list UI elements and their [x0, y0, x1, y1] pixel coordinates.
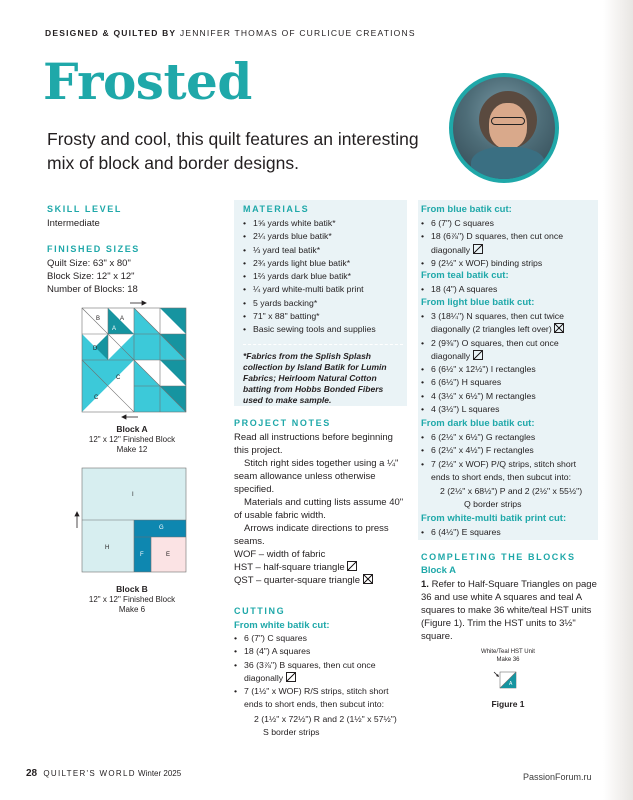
figure-1-header: White/Teal HST Unit Make 36 [481, 649, 535, 663]
finished-sizes-heading: FINISHED SIZES [47, 244, 140, 254]
block-a-label-a1: A [120, 316, 125, 322]
cutting-heading: CUTTING [234, 606, 286, 616]
skill-level-value: Intermediate [47, 218, 100, 229]
designer-credit: DESIGNED & QUILTED BY JENNIFER THOMAS OF CURLICUE CREATIONS [45, 28, 416, 38]
completing-heading: COMPLETING THE BLOCKS [421, 552, 576, 562]
step-1: 1. Refer to Half-Square Triangles on page 36 and use white A squares and teal A squares to make 36 white/teal HST units (Figure 1). Trim the HST units to 3½" square. [421, 579, 597, 642]
cut-darkblue-sub1: 2 (2½" x 68½") P and 2 (2½" x 55½") [440, 486, 583, 496]
materials-item: • 2¼ yards blue batik* [243, 230, 405, 243]
block-b-label-h: H [105, 545, 110, 551]
page-edge-shadow [603, 0, 633, 800]
cut-item: • 4 (3½" x 6½") M rectangles [421, 390, 596, 403]
materials-note: *Fabrics from the Splish Splash collection by Island Batik for Lumin Fabrics; Heirloom Natural Cotton batting from Hobbs Bonded Fibers used to make sample. [243, 351, 387, 405]
block-a-label-d: D [93, 346, 98, 352]
cut-item: • 2 (9⅜") O squares, then cut once diagonally [421, 337, 596, 364]
project-notes-heading: PROJECT NOTES [234, 418, 331, 428]
materials-item: • Basic sewing tools and supplies [243, 323, 405, 336]
block-a-label-c1: C [116, 375, 121, 381]
cut-item: • 6 (4½") E squares [421, 526, 596, 539]
materials-list [243, 217, 405, 337]
block-a-label-a2: A [112, 326, 117, 332]
cut-whitemulti-heading: From white-multi batik print cut: [421, 513, 567, 524]
block-size: Block Size: 12" x 12" [47, 271, 135, 282]
cut-item: • 6 (2½" x 6½") G rectangles [421, 431, 596, 444]
materials-item: • 1⅔ yards dark blue batik* [243, 270, 405, 283]
block-b-label-e: E [166, 552, 171, 558]
cut-item: • 6 (6½") H squares [421, 376, 596, 389]
cut-blue-list [421, 217, 596, 270]
watermark: PassionForum.ru [523, 772, 592, 782]
cut-whitemulti-list [421, 526, 596, 539]
block-b-diagram [74, 462, 194, 582]
cut-item: • 18 (4") A squares [234, 645, 406, 658]
block-b-label-g: G [159, 525, 164, 531]
figure-1-label-a: A [509, 681, 513, 687]
number-of-blocks: Number of Blocks: 18 [47, 284, 138, 295]
cut-item: • 6 (7") C squares [234, 632, 406, 645]
block-a-label-b: B [96, 316, 101, 322]
figure-1-hst-unit [492, 668, 522, 694]
cut-darkblue-heading: From dark blue batik cut: [421, 418, 535, 429]
block-b-label-f: F [140, 552, 144, 558]
materials-divider [243, 344, 403, 345]
materials-item: • ¼ yard white-multi batik print [243, 283, 405, 296]
block-a-caption: Block A 12" x 12" Finished Block Make 12 [88, 424, 176, 454]
cut-item: • 4 (3½") L squares [421, 403, 596, 416]
block-b-caption: Block B 12" x 12" Finished Block Make 6 [88, 584, 176, 614]
materials-item: • 1⅝ yards white batik* [243, 217, 405, 230]
cut-blue-heading: From blue batik cut: [421, 204, 512, 215]
cut-lightblue-heading: From light blue batik cut: [421, 297, 535, 308]
cut-item: • 18 (6⅞") D squares, then cut once diagonally [421, 230, 596, 257]
skill-level-heading: SKILL LEVEL [47, 204, 122, 214]
cut-white-heading: From white batik cut: [234, 620, 330, 631]
cut-teal-heading: From teal batik cut: [421, 270, 509, 281]
cut-diagonal-icon [473, 244, 483, 254]
page-footer: 28 QUILTER'S WORLD Winter 2025 [26, 768, 182, 779]
lead-paragraph: Frosty and cool, this quilt features an interesting mix of block and border designs. [47, 129, 419, 173]
quilt-size: Quilt Size: 63" x 80" [47, 258, 131, 269]
cut-white-sub1: 2 (1½" x 72½") R and 2 (1½" x 57½") [254, 714, 397, 724]
block-a-label-c2: C [94, 395, 99, 401]
cut-item: • 18 (4") A squares [421, 283, 596, 296]
cut-item: • 9 (2½" x WOF) binding strips [421, 257, 596, 270]
block-a-diagram [74, 300, 194, 420]
cut-lightblue-list [421, 310, 596, 416]
cut-item: • 7 (1½" x WOF) R/S strips, stitch short ends to short ends, then subcut into: [234, 685, 406, 712]
pattern-title: Frosted [43, 52, 252, 111]
materials-item: • 5 yards backing* [243, 297, 405, 310]
cut-item: • 6 (6½" x 12½") I rectangles [421, 363, 596, 376]
cut-item: • 6 (7") C squares [421, 217, 596, 230]
project-notes-text: Read all instructions before beginning this project. Stitch right sides together using a ¼" seam allowance unless otherwise specified. Materials and cutting lists assume 40" of usable fabric width. Arrows indicate directions to press seams. WOF – width of fabric HST – half-square triangle QST – quarter-square triangle [234, 432, 404, 586]
cut-darkblue-list [421, 431, 596, 484]
hst-icon [347, 561, 357, 571]
cut-item: • 3 (18¼") N squares, then cut twice diagonally (2 triangles left over) [421, 310, 596, 337]
designer-photo [449, 73, 559, 183]
materials-item: • 2¾ yards light blue batik* [243, 257, 405, 270]
cut-twice-diagonal-icon [554, 323, 564, 333]
figure-1-caption: Figure 1 [491, 699, 525, 709]
cut-diagonal-icon [286, 672, 296, 682]
qst-icon [363, 574, 373, 584]
cut-teal-list [421, 283, 596, 296]
cut-item: • 6 (2½" x 4½") F rectangles [421, 444, 596, 457]
cut-white-list [234, 632, 406, 712]
cut-diagonal-icon [473, 350, 483, 360]
block-a-subheading: Block A [421, 565, 457, 576]
cut-white-sub2: S border strips [263, 727, 320, 737]
materials-item: • 71" x 88" batting* [243, 310, 405, 323]
materials-item: • ⅓ yard teal batik* [243, 244, 405, 257]
cut-darkblue-sub2: Q border strips [464, 499, 522, 509]
block-b-label-i: I [132, 492, 134, 498]
cut-item: • 36 (3⅞") B squares, then cut once diagonally [234, 659, 406, 686]
cut-item: • 7 (2½" x WOF) P/Q strips, stitch short ends to short ends, then subcut into: [421, 458, 596, 485]
materials-heading: MATERIALS [243, 204, 310, 214]
